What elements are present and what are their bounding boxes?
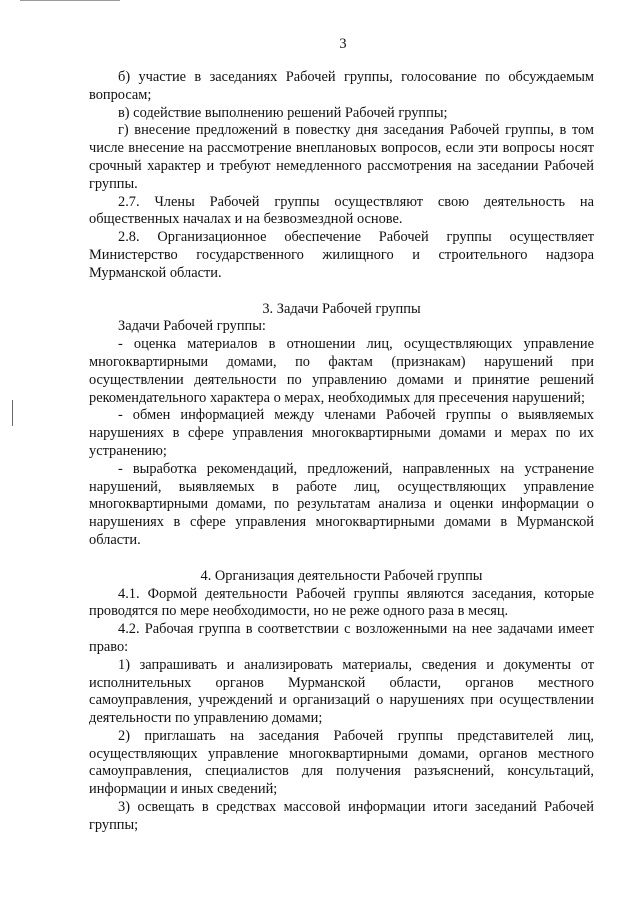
- section-heading: 3. Задачи Рабочей группы: [262, 300, 421, 317]
- list-item: 2) приглашать на заседания Рабочей группы представителей лиц, осуществляющих управление многоквартирными домами, органов местного самоуправления, специалистов для получения разъяснений, консультаций, информации и иных сведений;: [89, 727, 594, 798]
- top-rule: [20, 0, 120, 1]
- list-item: - выработка рекомендаций, предложений, направленных на устранение нарушений, выявляемых в работе лиц, осуществляющих управление многоквартирными домами, по результатам анализа и оценки информации о нарушениях в сфере управления многоквартирными домами в Мурманской области.: [89, 460, 594, 548]
- section-heading: 4. Организация деятельности Рабочей группы: [200, 567, 483, 584]
- list-item: 1) запрашивать и анализировать материалы, сведения и документы от исполнительных органов Мурманской области, органов местного самоуправления, учреждений и организаций о нарушениях при осуществлении деятельности по управлению домами;: [89, 656, 594, 727]
- list-item: - обмен информацией между членами Рабочей группы о выявляемых нарушениях в сфере управления многоквартирными домами и мерах по их устранению;: [89, 407, 594, 459]
- paragraph: 4.1. Формой деятельности Рабочей группы являются заседания, которые проводятся по мере необходимости, но не реже одного раза в месяц.: [89, 585, 594, 620]
- list-item: 3) освещать в средствах массовой информации итоги заседаний Рабочей группы;: [89, 799, 594, 833]
- margin-mark: [12, 400, 13, 426]
- paragraph: 2.8. Организационное обеспечение Рабочей группы осуществляет Министерство государственного жилищного и строительного надзора Мурманской области.: [89, 229, 594, 281]
- paragraph: Задачи Рабочей группы:: [118, 318, 266, 335]
- paragraph: в) содействие выполнению решений Рабочей группы;: [118, 104, 448, 121]
- paragraph: 2.7. Члены Рабочей группы осуществляют свою деятельность на общественных началах и на безвозмездной основе.: [89, 193, 594, 228]
- paragraph: 4.2. Рабочая группа в соответствии с возложенными на нее задачами имеет право:: [89, 621, 594, 655]
- page-number: 3: [339, 36, 347, 52]
- list-item: - оценка материалов в отношении лиц, осуществляющих управление многоквартирными домами, по фактам (признакам) нарушений при осуществлении деятельности по управлению домами и принятие решений рекомендательного характера о мерах, необходимых для пресечения нарушений;: [89, 336, 594, 406]
- paragraph: б) участие в заседаниях Рабочей группы, голосование по обсуждаемым вопросам;: [89, 69, 594, 103]
- spacer: [89, 550, 594, 568]
- spacer: [89, 283, 594, 301]
- paragraph: г) внесение предложений в повестку дня заседания Рабочей группы, в том числе внесение на рассмотрение внеплановых вопросов, если эти вопросы носят срочный характер и требуют немедленного рассмотрения на заседании Рабочей группы.: [89, 122, 594, 192]
- document-body: [89, 69, 594, 835]
